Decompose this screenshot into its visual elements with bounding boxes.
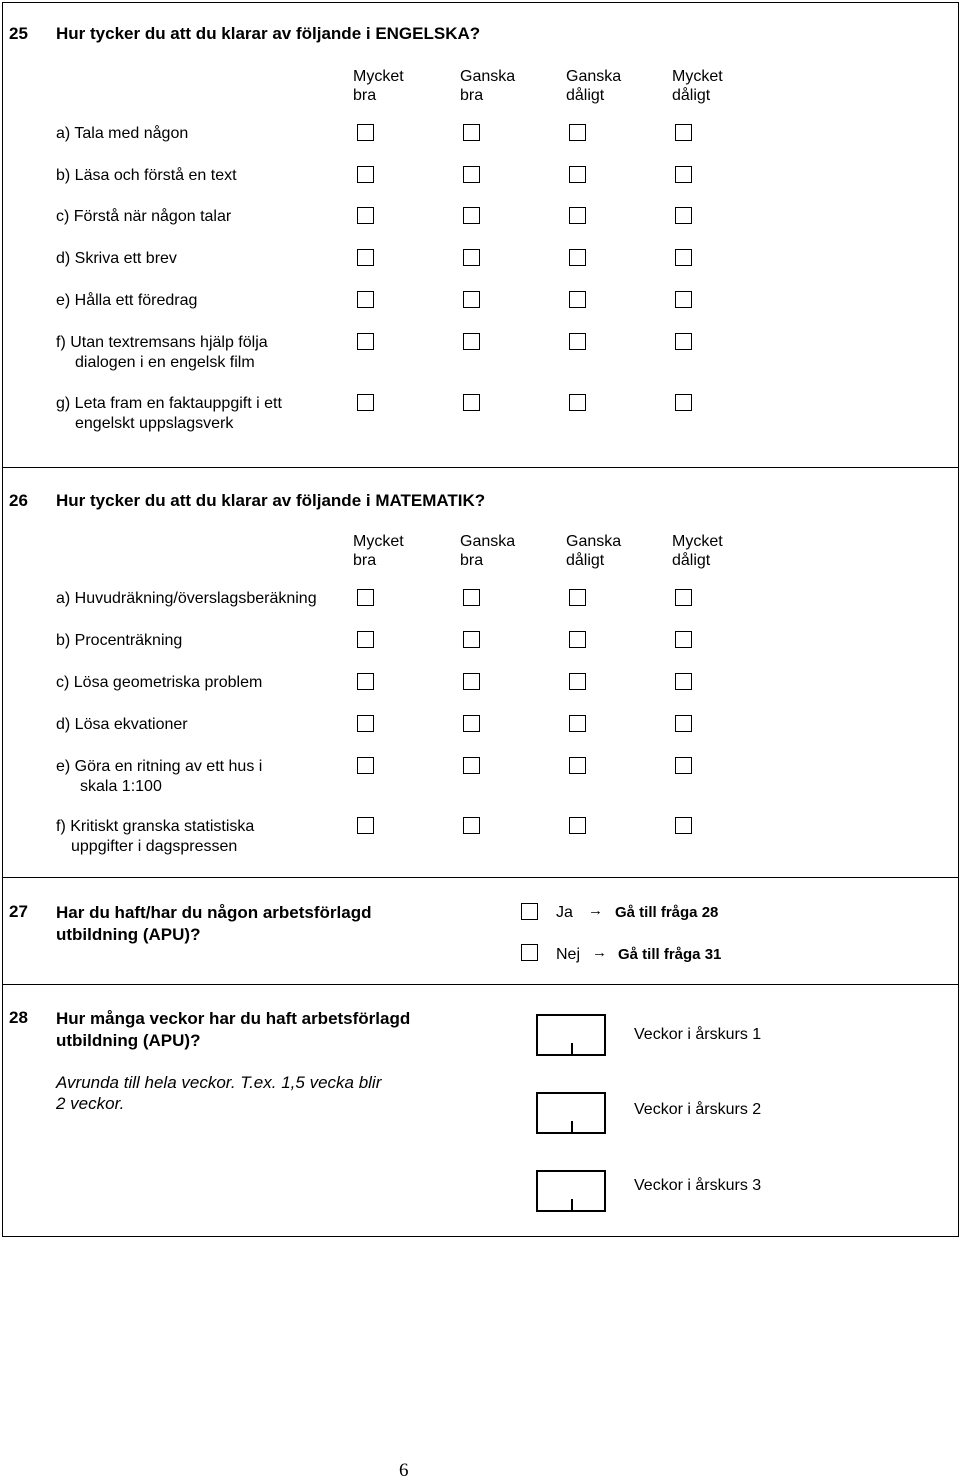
checkbox[interactable]: [569, 333, 586, 350]
checkbox[interactable]: [569, 124, 586, 141]
checkbox[interactable]: [463, 124, 480, 141]
column-header: Mycket dåligt: [672, 68, 723, 104]
checkbox-yes[interactable]: [521, 903, 538, 920]
checkbox[interactable]: [675, 673, 692, 690]
column-header: Ganska bra: [460, 68, 516, 104]
list-item: d) Skriva ett brev: [56, 250, 177, 267]
checkbox[interactable]: [569, 673, 586, 690]
checkbox[interactable]: [675, 291, 692, 308]
checkbox[interactable]: [463, 757, 480, 774]
list-item: g) Leta fram en faktauppgift i ett engelskt uppslagsverk: [56, 395, 282, 432]
checkbox[interactable]: [357, 207, 374, 224]
checkbox[interactable]: [569, 817, 586, 834]
checkbox[interactable]: [675, 394, 692, 411]
checkbox[interactable]: [357, 631, 374, 648]
checkbox[interactable]: [463, 631, 480, 648]
checkbox[interactable]: [357, 715, 374, 732]
list-item: a) Huvudräkning/överslagsberäkning: [56, 590, 317, 607]
checkbox[interactable]: [357, 757, 374, 774]
checkbox[interactable]: [463, 394, 480, 411]
question-title: Hur tycker du att du klarar av följande i MATEMATIK?: [56, 491, 486, 510]
checkbox[interactable]: [675, 333, 692, 350]
list-item: f) Kritiskt granska statistiska uppgifter i dagspressen: [56, 818, 255, 855]
checkbox[interactable]: [569, 249, 586, 266]
checkbox[interactable]: [675, 757, 692, 774]
column-header: Ganska dåligt: [566, 533, 622, 569]
digit-divider: [571, 1043, 573, 1054]
checkbox[interactable]: [675, 166, 692, 183]
arrow-right-icon: →: [592, 944, 607, 961]
checkbox[interactable]: [569, 757, 586, 774]
checkbox[interactable]: [463, 817, 480, 834]
column-header: Ganska dåligt: [566, 68, 622, 104]
column-header: Mycket dåligt: [672, 533, 723, 569]
checkbox[interactable]: [675, 631, 692, 648]
week-count-input[interactable]: [536, 1014, 606, 1056]
checkbox[interactable]: [569, 589, 586, 606]
list-item: a) Tala med någon: [56, 125, 189, 142]
option-label: Nej: [556, 946, 581, 963]
arrow-right-icon: →: [588, 902, 603, 919]
list-item: c) Lösa geometriska problem: [56, 674, 263, 691]
checkbox[interactable]: [357, 124, 374, 141]
goto-instruction: Gå till fråga 28: [615, 904, 719, 921]
digit-divider: [571, 1121, 573, 1132]
checkbox-no[interactable]: [521, 944, 538, 961]
checkbox[interactable]: [675, 124, 692, 141]
checkbox[interactable]: [357, 817, 374, 834]
list-item: c) Förstå när någon talar: [56, 208, 232, 225]
checkbox[interactable]: [357, 333, 374, 350]
question-number: 27: [9, 902, 28, 921]
digit-divider: [571, 1199, 573, 1210]
column-header: Mycket bra: [353, 533, 404, 569]
question-title: Har du haft/har du någon arbetsförlagd utbildning (APU)?: [56, 903, 372, 944]
list-item: d) Lösa ekvationer: [56, 716, 188, 733]
question-number: 26: [9, 491, 28, 510]
checkbox[interactable]: [357, 673, 374, 690]
list-item: b) Läsa och förstå en text: [56, 167, 237, 184]
week-count-input[interactable]: [536, 1170, 606, 1212]
field-label: Veckor i årskurs 3: [634, 1177, 762, 1194]
checkbox[interactable]: [463, 207, 480, 224]
question-number: 28: [9, 1008, 28, 1027]
column-header: Mycket bra: [353, 68, 404, 104]
goto-instruction: Gå till fråga 31: [618, 946, 722, 963]
checkbox[interactable]: [569, 166, 586, 183]
list-item: e) Göra en ritning av ett hus i skala 1:100: [56, 758, 263, 795]
list-item: f) Utan textremsans hjälp följa dialogen i en engelsk film: [56, 334, 268, 371]
checkbox[interactable]: [357, 291, 374, 308]
list-item: e) Hålla ett föredrag: [56, 292, 198, 309]
option-label: Ja: [556, 904, 573, 921]
column-header: Ganska bra: [460, 533, 516, 569]
field-label: Veckor i årskurs 1: [634, 1026, 762, 1043]
checkbox[interactable]: [675, 589, 692, 606]
question-number: 25: [9, 24, 28, 43]
checkbox[interactable]: [357, 394, 374, 411]
instruction-note: Avrunda till hela veckor. T.ex. 1,5 vecka blir 2 veckor.: [56, 1073, 382, 1113]
checkbox[interactable]: [463, 715, 480, 732]
list-item: b) Procenträkning: [56, 632, 183, 649]
checkbox[interactable]: [357, 249, 374, 266]
checkbox[interactable]: [675, 817, 692, 834]
checkbox[interactable]: [463, 333, 480, 350]
checkbox[interactable]: [569, 394, 586, 411]
checkbox[interactable]: [463, 291, 480, 308]
checkbox[interactable]: [463, 673, 480, 690]
field-label: Veckor i årskurs 2: [634, 1101, 762, 1118]
checkbox[interactable]: [463, 166, 480, 183]
checkbox[interactable]: [569, 291, 586, 308]
checkbox[interactable]: [675, 249, 692, 266]
week-count-input[interactable]: [536, 1092, 606, 1134]
page-number: 6: [399, 1460, 409, 1481]
checkbox[interactable]: [675, 207, 692, 224]
checkbox[interactable]: [463, 589, 480, 606]
question-title: Hur tycker du att du klarar av följande i ENGELSKA?: [56, 24, 481, 43]
question-title: Hur många veckor har du haft arbetsförlagd utbildning (APU)?: [56, 1009, 411, 1050]
checkbox[interactable]: [357, 166, 374, 183]
checkbox[interactable]: [463, 249, 480, 266]
checkbox[interactable]: [569, 207, 586, 224]
checkbox[interactable]: [569, 715, 586, 732]
checkbox[interactable]: [357, 589, 374, 606]
checkbox[interactable]: [675, 715, 692, 732]
checkbox[interactable]: [569, 631, 586, 648]
